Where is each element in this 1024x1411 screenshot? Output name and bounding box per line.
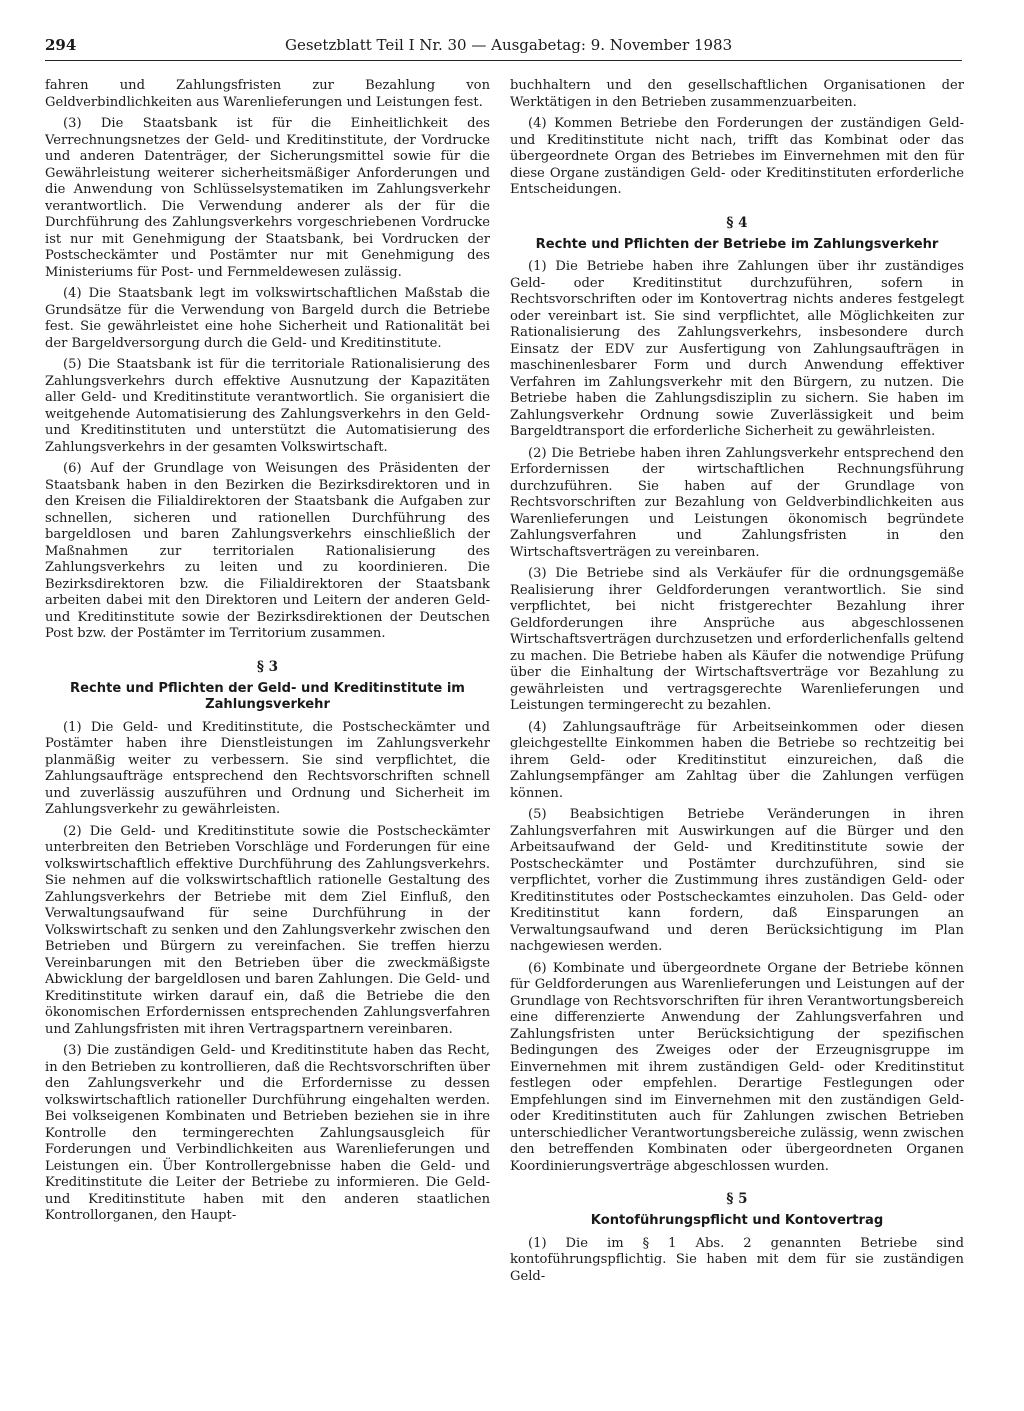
header-rule — [45, 60, 962, 61]
paragraph: (1) Die Geld- und Kreditinstitute, die Postscheckämter und Postämter haben ihre Dienstleistungen im Zahlungsverkehr planmäßig weiter zu verbessern. Sie sind verpflichtet, die Zahlungsaufträge entsprechend den Rechtsvorschriften schnell und zuverlässig auszuführen und Ordnung und Sicherheit im Zahlungsverkehr zu gewährleisten. — [45, 719, 490, 817]
paragraph: (2) Die Betriebe haben ihren Zahlungsverkehr entsprechend den Erfordernissen der wirtschaftlichen Rechnungsführung durchzuführen. Sie haben auf der Grundlage von Rechtsvorschriften zur Bezahlung von Geldverbindlichkeiten aus Warenlieferungen und Leistungen ökonomisch begründete Zahlungsverfahren und Zahlungsfristen in den Wirtschaftsverträgen zu vereinbaren. — [510, 445, 964, 560]
paragraph: (3) Die zuständigen Geld- und Kreditinstitute haben das Recht, in den Betrieben zu kontrollieren, daß die Rechtsvorschriften über den Zahlungsverkehr und die Erfordernisse zu dessen volkswirtschaftlich rationeller Durchführung eingehalten werden. Bei volkseigenen Kombinaten und Betrieben beziehen sie in ihre Kontrolle den termingerechten Zahlungsausgleich für Forderungen und Verbindlichkeiten aus Warenlieferungen und Leistungen ein. Über Kontrollergebnisse haben die Geld- und Kreditinstitute die Leiter der Betriebe zu informieren. Die Geld- und Kreditinstitute haben mit den anderen staatlichen Kontrollorganen, den Haupt- — [45, 1043, 490, 1223]
section-number: § 5 — [726, 1191, 748, 1207]
paragraph: buchhaltern und den gesellschaftlichen Organisationen der Werktätigen in den Betrieben zusammenzuarbeiten. — [510, 78, 964, 110]
page-number: 294 — [45, 36, 77, 54]
paragraph: (1) Die Betriebe haben ihre Zahlungen über ihr zuständiges Geld- oder Kreditinstitut durchzuführen, sofern in Rechtsvorschriften oder im Kontovertrag nichts anderes festgelegt oder vereinbart ist. Sie sind verpflichtet, alle Möglichkeiten zur Rationalisierung des Zahlungsverkehrs, insbesondere durch Einsatz der EDV zur Ausfertigung von Zahlungsaufträgen in maschinenlesbarer Form und durch Anwendung effektiver Verfahren im Zahlungsverkehr mit den Bürgern, zu nutzen. Die Betriebe haben die Zahlungsdisziplin zu sichern. Sie haben im Zahlungsverkehr Ordnung sowie Zuverlässigkeit und beim Bargeldtransport die erforderliche Sicherheit zu gewährleisten. — [510, 259, 964, 439]
page-header — [45, 36, 962, 58]
section-number: § 3 — [256, 658, 279, 675]
left-column — [45, 78, 490, 1381]
paragraph: fahren und Zahlungsfristen zur Bezahlung von Geldverbindlichkeiten aus Warenlieferungen und Leistungen fest. — [45, 78, 490, 110]
section-number: § 4 — [726, 214, 748, 231]
paragraph: (3) Die Betriebe sind als Verkäufer für die ordnungsgemäße Realisierung ihrer Geldforderungen verantwortlich. Sie sind verpflichtet, bei nicht fristgerechter Bezahlung ihrer Geldforderungen ihre Ansprüche aus abgeschlossenen Wirtschaftsverträgen durchzusetzen und erforderlichenfalls geltend zu machen. Die Betriebe haben als Käufer die notwendige Prüfung über die Einhaltung der Wirtschaftsverträge vor Bezahlung zu gewährleisten und vertragsgerechte Warenlieferungen und Leistungen termingerecht zu bezahlen. — [510, 566, 964, 713]
section-title: Kontoführungspflicht und Kontovertrag — [590, 1213, 884, 1228]
right-column — [510, 78, 964, 1381]
paragraph: (5) Beabsichtigen Betriebe Veränderungen in ihren Zahlungsverfahren mit Auswirkungen auf die Bürger und den Arbeitsaufwand der Geld- und Kreditinstitute sowie der Postscheckämter und Postämter durchzuführen, sind sie verpflichtet, vorher die Zustimmung ihres zuständigen Geld- oder Kreditinstitutes oder Postscheckamtes einzuholen. Das Geld- oder Kreditinstitut kann fordern, daß Einsparungen an Verwaltungsaufwand und deren Berücksichtigung im Plan nachgewiesen werden. — [510, 807, 964, 954]
paragraph: (6) Kombinate und übergeordnete Organe der Betriebe können für Geldforderungen aus Warenlieferungen und Leistungen auf der Grundlage von Rechtsvorschriften für ihren Verantwortungsbereich eine differenzierte Anwendung der Zahlungsverfahren und Zahlungsfristen unter Berücksichtigung der spezifischen Bedingungen des Zweiges oder der Erzeugnisgruppe im Einvernehmen mit ihrem zuständigen Geld- oder Kreditinstitut festlegen oder empfehlen. Derartige Festlegungen oder Empfehlungen sind im Einvernehmen mit den zuständigen Geld- oder Kreditinstituten auch für Zahlungen zwischen Betrieben unterschiedlicher Verantwortungsbereiche zulässig, wenn zwischen den betreffenden Kombinaten oder übergeordneten Organen Koordinierungsverträge abgeschlossen wurden. — [510, 960, 964, 1174]
paragraph: (4) Kommen Betriebe den Forderungen der zuständigen Geld- und Kreditinstitute nicht nach, trifft das Kombinat oder das übergeordnete Organ des Betriebes im Einvernehmen mit den für diese Organe zuständigen Geld- oder Kreditinstituten erforderliche Entscheidungen. — [510, 116, 964, 197]
running-title: Gesetzblatt Teil I Nr. 30 — Ausgabetag: 9. November 1983 — [285, 36, 733, 54]
paragraph: (4) Zahlungsaufträge für Arbeitseinkommen oder diesen gleichgestellte Einkommen haben die Betriebe so rechtzeitig bei ihrem Geld- oder Kreditinstitut einzureichen, daß die Zahlungsempfänger am Zahltag über die Zahlungen verfügen können. — [510, 719, 964, 801]
paragraph: (6) Auf der Grundlage von Weisungen des Präsidenten der Staatsbank haben in den Bezirken die Bezirksdirektoren und in den Kreisen die Filialdirektoren der Staatsbank die Aufgaben zur schnellen, sicheren und rationellen Durchführung des bargeldlosen und baren Zahlungsverkehrs einschließlich der Maßnahmen zur territorialen Rationalisierung des Zahlungsverkehrs zu leiten und zu koordinieren. Die Bezirksdirektoren bzw. die Filialdirektoren der Staatsbank arbeiten dabei mit den Direktoren und Leitern der anderen Geld- und Kreditinstitute sowie der Bezirksdirektionen der Deutschen Post bzw. der Postämter im Territorium zusammen. — [45, 461, 490, 641]
section-title: Rechte und Pflichten der Geld- und Kreditinstitute im Zahlungsverkehr — [70, 680, 465, 712]
paragraph: (4) Die Staatsbank legt im volkswirtschaftlichen Maßstab die Grundsätze für die Verwendung von Bargeld durch die Betriebe fest. Sie gewährleistet eine hohe Sicherheit und Rationalität bei der Bargeldversorgung durch die Geld- und Kreditinstitute. — [45, 286, 490, 351]
section-title: Rechte und Pflichten der Betriebe im Zahlungsverkehr — [535, 236, 939, 252]
paragraph: (2) Die Geld- und Kreditinstitute sowie die Postscheckämter unterbreiten den Betrieben Vorschläge und Forderungen für eine volkswirtschaftlich effektive Durchführung des Zahlungsverkehrs. Sie nehmen auf die volkswirtschaftlich rationelle Gestaltung des Zahlungsverkehrs der Betriebe mit dem Ziel Einfluß, den Verwaltungsaufwand für seine Durchführung in der Volkswirtschaft zu senken und den Zahlungsverkehr zwischen den Betrieben und Bürgern zu vereinfachen. Sie treffen hierzu Vereinbarungen mit den Betrieben über die zweckmäßigste Abwicklung der bargeldlosen und baren Zahlungen. Die Geld- und Kreditinstitute wirken darauf ein, daß die Betriebe die den ökonomischen Erfordernissen entsprechenden Zahlungsverfahren und Zahlungsfristen mit ihren Vertragspartnern vereinbaren. — [45, 823, 490, 1037]
paragraph: (3) Die Staatsbank ist für die Einheitlichkeit des Verrechnungsnetzes der Geld- und Kreditinstitute, der Vordrucke und anderen Datenträger, der Sicherungsmittel sowie für die Gewährleistung weiterer sicherheitsmäßiger Anforderungen und die Anwendung von Schlüsselsystematiken im Zahlungsverkehr verantwortlich. Die Verwendung anderer als der für die Durchführung des Zahlungsverkehrs vorgeschriebenen Vordrucke ist nur mit Genehmigung der Staatsbank, bei Vordrucken der Postscheckämter und Postämter nur mit Genehmigung des Ministeriums für Post- und Fernmeldewesen zulässig. — [45, 116, 490, 280]
paragraph: (5) Die Staatsbank ist für die territoriale Rationalisierung des Zahlungsverkehrs durch effektive Ausnutzung der Kapazitäten aller Geld- und Kreditinstitute verantwortlich. Sie organisiert die weitgehende Automatisierung des Zahlungsverkehrs in den Geld- und Kreditinstituten und unterstützt die Automatisierung des Zahlungsverkehrs in der gesamten Volkswirtschaft. — [45, 357, 490, 455]
paragraph: (1) Die im § 1 Abs. 2 genannten Betriebe sind kontoführungspflichtig. Sie haben mit dem für sie zuständigen Geld- — [510, 1235, 964, 1284]
